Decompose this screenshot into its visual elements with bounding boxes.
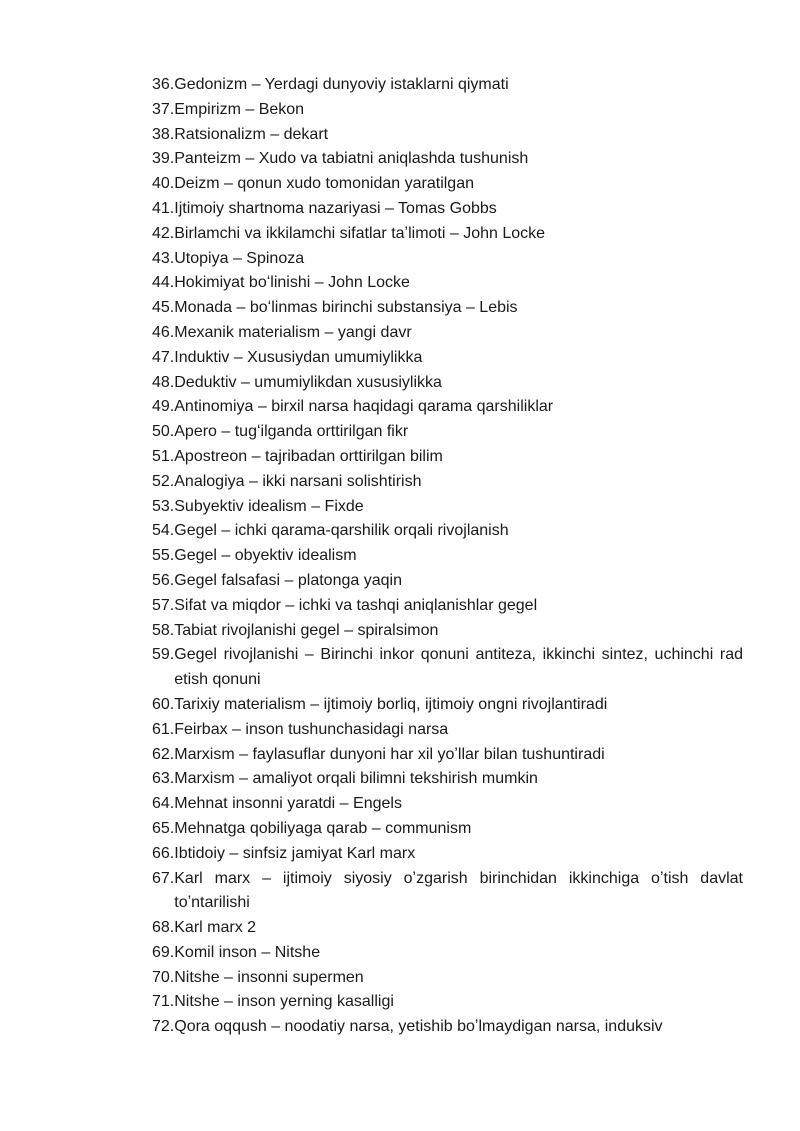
item-text: Qora oqqush – noodatiy narsa, yetishib boʼlmaydigan narsa, induksiv: [174, 1018, 663, 1036]
item-number: 64.: [152, 795, 175, 813]
item-number: 66.: [152, 844, 175, 862]
item-text: Panteizm – Xudo va tabiatni aniqlashda tushunish: [174, 150, 529, 168]
item-number: 37.: [152, 100, 175, 118]
list-item: [152, 867, 743, 917]
item-number: 49.: [152, 398, 175, 416]
item-number: 69.: [152, 943, 175, 961]
item-text: Subyektiv idealism – Fixde: [174, 497, 364, 515]
list-item: [152, 519, 743, 544]
list-item: [152, 495, 743, 520]
item-text: Monada – boʻlinmas birinchi substansiya – Lebis: [174, 299, 518, 317]
item-text: Gegel – obyektiv idealism: [174, 547, 357, 565]
list-item: [152, 743, 743, 768]
list-item: [152, 990, 743, 1015]
item-number: 57.: [152, 596, 175, 614]
list-item: [152, 718, 743, 743]
item-text: Birlamchi va ikkilamchi sifatlar taʼlimoti – John Locke: [174, 224, 546, 242]
item-text: Utopiya – Spinoza: [174, 249, 305, 267]
item-text: Mehnat insonni yaratdi – Engels: [174, 795, 402, 813]
item-text: Sifat va miqdor – ichki va tashqi aniqlanishlar gegel: [174, 596, 538, 614]
item-number: 63.: [152, 770, 175, 788]
list-item: [152, 767, 743, 792]
list-item: [152, 817, 743, 842]
item-number: 62.: [152, 745, 175, 763]
list-item: [152, 123, 743, 148]
item-number: 56.: [152, 571, 175, 589]
item-text: Tarixiy materialism – ijtimoiy borliq, ijtimoiy ongni rivojlantiradi: [174, 695, 608, 713]
list-item: [152, 247, 743, 272]
list-item: [152, 594, 743, 619]
list-item: [152, 792, 743, 817]
list-item: [152, 420, 743, 445]
item-text: Apostreon – tajribadan orttirilgan bilim: [174, 447, 443, 465]
item-text: Antinomiya – birxil narsa haqidagi qarama qarshiliklar: [174, 398, 554, 416]
item-text: Mexanik materialism – yangi davr: [174, 323, 412, 341]
item-number: 39.: [152, 150, 175, 168]
item-text: Karl marx – ijtimoiy siyosiy oʼzgarish birinchidan ikkinchiga oʼtish davlat toʼntarilishi: [174, 869, 743, 912]
item-text: Marxism – amaliyot orqali bilimni tekshirish mumkin: [174, 770, 538, 788]
item-text: Hokimiyat boʻlinishi – John Locke: [174, 274, 410, 292]
list-item: [152, 98, 743, 123]
list-item: [152, 842, 743, 867]
list-item: [152, 941, 743, 966]
item-number: 61.: [152, 720, 175, 738]
item-text: Deizm – qonun xudo tomonidan yaratilgan: [174, 175, 474, 193]
list-item: [152, 222, 743, 247]
item-number: 54.: [152, 522, 175, 540]
item-number: 36.: [152, 76, 175, 93]
item-text: Marxism – faylasuflar dunyoni har xil yoʼllar bilan tushuntiradi: [174, 745, 605, 763]
item-number: 68.: [152, 919, 175, 937]
item-number: 70.: [152, 968, 175, 986]
list-item: [152, 643, 743, 693]
list-item: [152, 693, 743, 718]
item-number: 45.: [152, 299, 175, 317]
list-item: [152, 544, 743, 569]
list-item: [152, 296, 743, 321]
item-number: 52.: [152, 472, 175, 490]
item-number: 55.: [152, 547, 175, 565]
list-item: [152, 271, 743, 296]
item-number: 44.: [152, 274, 175, 292]
item-number: 60.: [152, 695, 175, 713]
item-number: 65.: [152, 819, 175, 837]
item-number: 71.: [152, 993, 175, 1011]
list-item: [152, 916, 743, 941]
item-text: Tabiat rivojlanishi gegel – spiralsimon: [174, 621, 439, 639]
list-item: [152, 197, 743, 222]
item-text: Gegel – ichki qarama-qarshilik orqali rivojlanish: [174, 522, 509, 540]
item-number: 41.: [152, 199, 175, 217]
item-number: 47.: [152, 348, 175, 366]
item-number: 46.: [152, 323, 175, 341]
item-number: 53.: [152, 497, 175, 515]
list-item: [152, 73, 743, 98]
item-text: Empirizm – Bekon: [174, 100, 305, 118]
list-item: [152, 966, 743, 991]
item-text: Apero – tugʻilganda orttirilgan fikr: [174, 423, 409, 441]
list-item: [152, 346, 743, 371]
list-item: [152, 371, 743, 396]
list-item: [152, 147, 743, 172]
item-number: 50.: [152, 423, 175, 441]
list-item: [152, 395, 743, 420]
item-number: 58.: [152, 621, 175, 639]
item-text: Ibtidoiy – sinfsiz jamiyat Karl marx: [174, 844, 416, 862]
item-number: 38.: [152, 125, 175, 143]
item-number: 59.: [152, 646, 175, 664]
item-text: Deduktiv – umumiylikdan xususiylikka: [174, 373, 442, 391]
item-text: Gegel rivojlanishi – Birinchi inkor qonuni antiteza, ikkinchi sintez, uchinchi rad etish qonuni: [174, 646, 743, 689]
list-item: [152, 445, 743, 470]
item-number: 43.: [152, 249, 175, 267]
list-item: [152, 470, 743, 495]
item-text: Karl marx 2: [174, 919, 257, 937]
item-text: Nitshe – inson yerning kasalligi: [174, 993, 394, 1011]
item-text: Ratsionalizm – dekart: [174, 125, 329, 143]
item-number: 40.: [152, 175, 175, 193]
list-item: [152, 1015, 743, 1040]
item-number: 67.: [152, 869, 175, 887]
item-text: Komil inson – Nitshe: [174, 943, 321, 961]
numbered-term-list: [152, 73, 743, 1040]
item-text: Feirbax – inson tushunchasidagi narsa: [174, 720, 449, 738]
item-number: 51.: [152, 447, 175, 465]
item-text: Analogiya – ikki narsani solishtirish: [174, 472, 422, 490]
item-text: Induktiv – Xususiydan umumiylikka: [174, 348, 423, 366]
list-item: [152, 569, 743, 594]
list-item: [152, 321, 743, 346]
list-item: [152, 619, 743, 644]
item-text: Gegel falsafasi – platonga yaqin: [174, 571, 402, 589]
item-number: 48.: [152, 373, 175, 391]
item-text: Mehnatga qobiliyaga qarab – communism: [174, 819, 472, 837]
item-text: Ijtimoiy shartnoma nazariyasi – Tomas Gobbs: [174, 199, 497, 217]
item-text: Gedonizm – Yerdagi dunyoviy istaklarni qiymati: [174, 76, 509, 93]
item-number: 72.: [152, 1018, 175, 1036]
item-number: 42.: [152, 224, 175, 242]
list-item: [152, 172, 743, 197]
item-text: Nitshe – insonni supermen: [174, 968, 364, 986]
